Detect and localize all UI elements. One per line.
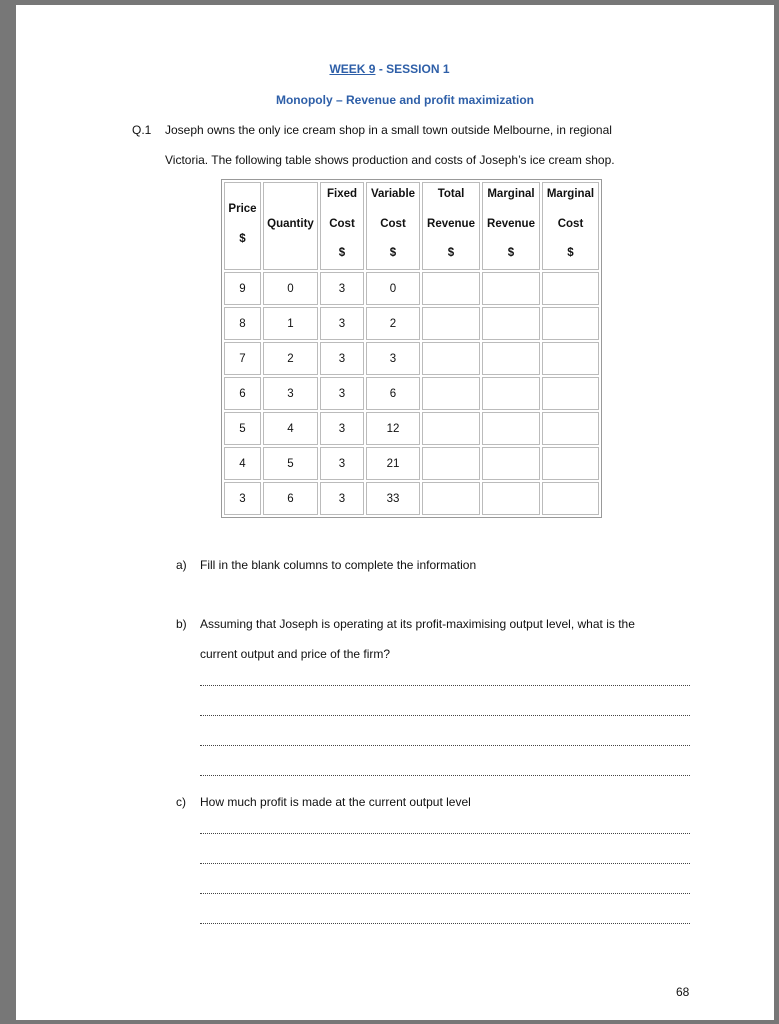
table-row xyxy=(224,342,599,375)
cell-marginal-cost-blank[interactable] xyxy=(542,342,599,375)
part-b-text-line2: current output and price of the firm? xyxy=(200,647,391,661)
cell-marginal-revenue-blank[interactable] xyxy=(482,447,540,480)
cell-marginal-cost-blank[interactable] xyxy=(542,272,599,305)
cell-variable-cost: 0 xyxy=(366,272,420,305)
part-b-text-line1: Assuming that Joseph is operating at its profit-maximising output level, what is the xyxy=(200,617,635,631)
header-price: Price $ xyxy=(224,182,261,270)
cell-quantity: 1 xyxy=(263,307,318,340)
answer-line-b4[interactable] xyxy=(200,775,690,776)
question-text-line2: Victoria. The following table shows production and costs of Joseph’s ice cream shop. xyxy=(165,153,615,167)
header-marginal-revenue: Marginal Revenue $ xyxy=(482,182,540,270)
cell-price: 3 xyxy=(224,482,261,515)
cell-marginal-revenue-blank[interactable] xyxy=(482,272,540,305)
cell-marginal-revenue-blank[interactable] xyxy=(482,412,540,445)
cell-fixed-cost: 3 xyxy=(320,412,364,445)
cell-marginal-cost-blank[interactable] xyxy=(542,447,599,480)
cell-marginal-cost-blank[interactable] xyxy=(542,377,599,410)
header-quantity: Quantity xyxy=(263,182,318,270)
part-c-text: How much profit is made at the current output level xyxy=(200,795,471,809)
cell-total-revenue-blank[interactable] xyxy=(422,272,480,305)
cell-fixed-cost: 3 xyxy=(320,307,364,340)
cell-quantity: 3 xyxy=(263,377,318,410)
answer-line-b3[interactable] xyxy=(200,745,690,746)
page-subtitle: Monopoly – Revenue and profit maximization xyxy=(275,93,535,107)
part-c-label: c) xyxy=(176,795,186,809)
cell-marginal-cost-blank[interactable] xyxy=(542,482,599,515)
cell-fixed-cost: 3 xyxy=(320,447,364,480)
cost-table xyxy=(221,179,602,518)
answer-line-c3[interactable] xyxy=(200,893,690,894)
cell-variable-cost: 21 xyxy=(366,447,420,480)
cell-variable-cost: 2 xyxy=(366,307,420,340)
cell-variable-cost: 12 xyxy=(366,412,420,445)
cell-marginal-revenue-blank[interactable] xyxy=(482,307,540,340)
cell-quantity: 0 xyxy=(263,272,318,305)
question-number: Q.1 xyxy=(132,123,152,137)
cell-total-revenue-blank[interactable] xyxy=(422,447,480,480)
cell-price: 5 xyxy=(224,412,261,445)
cell-total-revenue-blank[interactable] xyxy=(422,342,480,375)
cell-variable-cost: 6 xyxy=(366,377,420,410)
cell-marginal-cost-blank[interactable] xyxy=(542,412,599,445)
table-header-row xyxy=(224,182,599,270)
answer-line-b1[interactable] xyxy=(200,685,690,686)
cell-total-revenue-blank[interactable] xyxy=(422,377,480,410)
page-number: 68 xyxy=(676,985,690,999)
header-marginal-cost: Marginal Cost $ xyxy=(542,182,599,270)
cell-price: 6 xyxy=(224,377,261,410)
table-row xyxy=(224,377,599,410)
cell-marginal-revenue-blank[interactable] xyxy=(482,482,540,515)
table-row xyxy=(224,272,599,305)
cell-variable-cost: 3 xyxy=(366,342,420,375)
cell-quantity: 6 xyxy=(263,482,318,515)
cell-fixed-cost: 3 xyxy=(320,377,364,410)
page-title: WEEK 9 - SESSION 1 xyxy=(329,62,450,76)
header-total-revenue: Total Revenue $ xyxy=(422,182,480,270)
cell-variable-cost: 33 xyxy=(366,482,420,515)
part-a-label: a) xyxy=(176,558,187,572)
table-row xyxy=(224,482,599,515)
answer-line-b2[interactable] xyxy=(200,715,690,716)
header-variable-cost: Variable Cost $ xyxy=(366,182,420,270)
cell-fixed-cost: 3 xyxy=(320,482,364,515)
header-fixed-cost: Fixed Cost $ xyxy=(320,182,364,270)
cell-marginal-revenue-blank[interactable] xyxy=(482,377,540,410)
answer-line-c2[interactable] xyxy=(200,863,690,864)
answer-line-c1[interactable] xyxy=(200,833,690,834)
cell-total-revenue-blank[interactable] xyxy=(422,307,480,340)
cell-price: 7 xyxy=(224,342,261,375)
cell-quantity: 4 xyxy=(263,412,318,445)
table-row xyxy=(224,412,599,445)
cell-quantity: 2 xyxy=(263,342,318,375)
cell-fixed-cost: 3 xyxy=(320,272,364,305)
answer-line-c4[interactable] xyxy=(200,923,690,924)
cell-price: 9 xyxy=(224,272,261,305)
table-row xyxy=(224,447,599,480)
question-text-line1: Joseph owns the only ice cream shop in a small town outside Melbourne, in regional xyxy=(165,123,612,137)
cell-price: 4 xyxy=(224,447,261,480)
table-row xyxy=(224,307,599,340)
cell-total-revenue-blank[interactable] xyxy=(422,412,480,445)
part-b-label: b) xyxy=(176,617,187,631)
cell-quantity: 5 xyxy=(263,447,318,480)
cell-price: 8 xyxy=(224,307,261,340)
cell-total-revenue-blank[interactable] xyxy=(422,482,480,515)
part-a-text: Fill in the blank columns to complete the information xyxy=(200,558,477,572)
cell-fixed-cost: 3 xyxy=(320,342,364,375)
cell-marginal-revenue-blank[interactable] xyxy=(482,342,540,375)
cell-marginal-cost-blank[interactable] xyxy=(542,307,599,340)
